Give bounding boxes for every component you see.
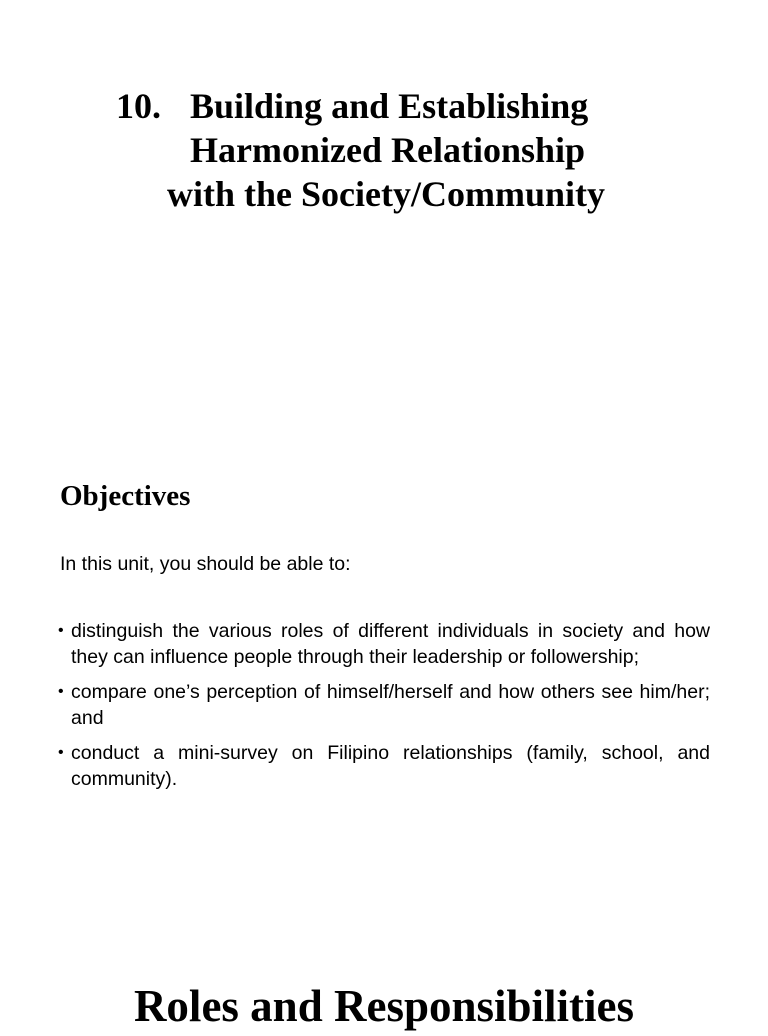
objectives-list bbox=[58, 618, 710, 801]
objectives-intro: In this unit, you should be able to: bbox=[60, 553, 351, 575]
objective-text-1: distinguish the various roles of different individuals in society and how they can influence people through their leadership or followership; bbox=[71, 620, 710, 668]
objective-item-2 bbox=[58, 679, 710, 731]
bullet-icon: • bbox=[58, 622, 64, 639]
objective-text-3: conduct a mini-survey on Filipino relationships (family, school, and community). bbox=[71, 742, 710, 790]
slide-title bbox=[0, 0, 768, 440]
bullet-icon: • bbox=[58, 744, 64, 761]
roles-heading: Roles and Responsibilities bbox=[133, 981, 635, 1031]
objective-item-1 bbox=[58, 618, 710, 670]
chapter-number: 10. bbox=[116, 86, 161, 126]
chapter-title-line-1: Building and Establishing bbox=[190, 86, 589, 126]
chapter-title-line-3: with the Society/Community bbox=[167, 174, 605, 214]
objective-item-3 bbox=[58, 740, 710, 792]
bullet-icon: • bbox=[58, 683, 64, 700]
chapter-title-line-2: Harmonized Relationship bbox=[190, 130, 586, 170]
objectives-heading: Objectives bbox=[60, 480, 191, 512]
objective-text-2: compare one’s perception of himself/herself and how others see him/her; and bbox=[71, 681, 710, 729]
